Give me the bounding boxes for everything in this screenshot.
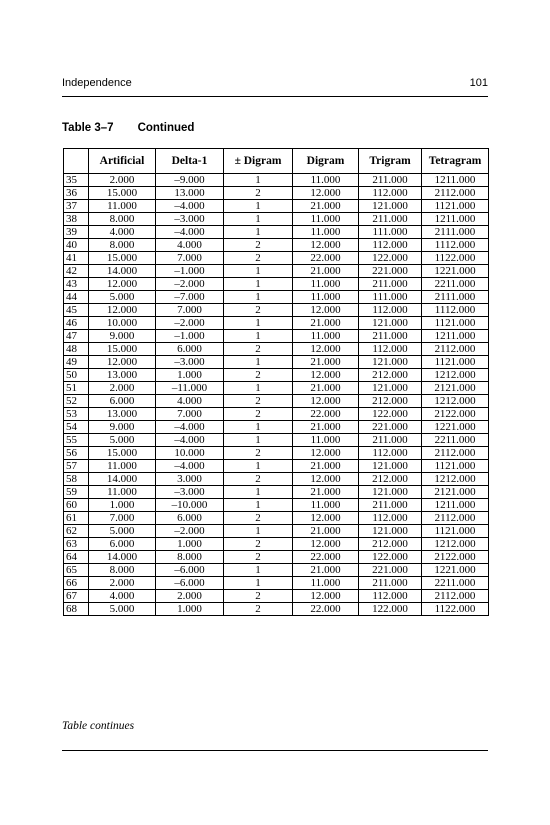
table-label: Table 3–7 xyxy=(62,122,114,134)
pm-digram-cell: 2 xyxy=(224,343,293,356)
digram-cell: 12.000 xyxy=(293,369,359,382)
tetragram-cell: 2111.000 xyxy=(422,226,489,239)
delta-1-cell: –4.000 xyxy=(156,200,224,213)
digram-cell: 12.000 xyxy=(293,239,359,252)
artificial-cell: 2.000 xyxy=(89,382,156,395)
delta-1-cell: 4.000 xyxy=(156,239,224,252)
row-index: 67 xyxy=(64,590,89,603)
delta-1-cell: –3.000 xyxy=(156,486,224,499)
table-row xyxy=(64,330,489,343)
artificial-cell: 4.000 xyxy=(89,226,156,239)
digram-cell: 11.000 xyxy=(293,577,359,590)
digram-cell: 21.000 xyxy=(293,525,359,538)
row-index: 57 xyxy=(64,460,89,473)
tetragram-cell: 2121.000 xyxy=(422,486,489,499)
row-index: 38 xyxy=(64,213,89,226)
table-row xyxy=(64,369,489,382)
artificial-cell: 2.000 xyxy=(89,174,156,187)
trigram-cell: 112.000 xyxy=(359,590,422,603)
artificial-cell: 14.000 xyxy=(89,551,156,564)
row-index: 43 xyxy=(64,278,89,291)
artificial-cell: 6.000 xyxy=(89,538,156,551)
digram-cell: 21.000 xyxy=(293,317,359,330)
delta-1-cell: –4.000 xyxy=(156,460,224,473)
pm-digram-cell: 2 xyxy=(224,239,293,252)
trigram-cell: 122.000 xyxy=(359,551,422,564)
tetragram-cell: 1211.000 xyxy=(422,499,489,512)
trigram-cell: 112.000 xyxy=(359,512,422,525)
delta-1-cell: 6.000 xyxy=(156,512,224,525)
column-header-index xyxy=(64,149,89,174)
trigram-cell: 121.000 xyxy=(359,200,422,213)
pm-digram-cell: 2 xyxy=(224,551,293,564)
delta-1-cell: 1.000 xyxy=(156,369,224,382)
tetragram-cell: 1212.000 xyxy=(422,473,489,486)
digram-cell: 21.000 xyxy=(293,200,359,213)
row-index: 35 xyxy=(64,174,89,187)
pm-digram-cell: 1 xyxy=(224,213,293,226)
pm-digram-cell: 1 xyxy=(224,226,293,239)
row-index: 41 xyxy=(64,252,89,265)
trigram-cell: 212.000 xyxy=(359,395,422,408)
tetragram-cell: 2211.000 xyxy=(422,577,489,590)
tetragram-cell: 2112.000 xyxy=(422,512,489,525)
tetragram-cell: 1121.000 xyxy=(422,525,489,538)
trigram-cell: 111.000 xyxy=(359,291,422,304)
digram-cell: 12.000 xyxy=(293,447,359,460)
tetragram-cell: 1121.000 xyxy=(422,317,489,330)
row-index: 65 xyxy=(64,564,89,577)
digram-cell: 22.000 xyxy=(293,252,359,265)
table-row xyxy=(64,317,489,330)
artificial-cell: 10.000 xyxy=(89,317,156,330)
delta-1-cell: 6.000 xyxy=(156,343,224,356)
table-row xyxy=(64,239,489,252)
delta-1-cell: –2.000 xyxy=(156,317,224,330)
table-row xyxy=(64,187,489,200)
pm-digram-cell: 1 xyxy=(224,265,293,278)
artificial-cell: 8.000 xyxy=(89,239,156,252)
row-index: 42 xyxy=(64,265,89,278)
row-index: 54 xyxy=(64,421,89,434)
column-header-artificial: Artificial xyxy=(89,149,156,174)
table-row xyxy=(64,356,489,369)
row-index: 66 xyxy=(64,577,89,590)
pm-digram-cell: 1 xyxy=(224,317,293,330)
pm-digram-cell: 2 xyxy=(224,369,293,382)
tetragram-cell: 2112.000 xyxy=(422,343,489,356)
table-row xyxy=(64,473,489,486)
tetragram-cell: 2112.000 xyxy=(422,187,489,200)
trigram-cell: 212.000 xyxy=(359,538,422,551)
trigram-cell: 221.000 xyxy=(359,564,422,577)
trigram-cell: 121.000 xyxy=(359,356,422,369)
trigram-cell: 122.000 xyxy=(359,252,422,265)
pm-digram-cell: 1 xyxy=(224,564,293,577)
tetragram-cell: 1221.000 xyxy=(422,564,489,577)
delta-1-cell: 13.000 xyxy=(156,187,224,200)
table-row xyxy=(64,538,489,551)
digram-cell: 22.000 xyxy=(293,408,359,421)
column-header-delta-1: Delta-1 xyxy=(156,149,224,174)
delta-1-cell: –4.000 xyxy=(156,226,224,239)
artificial-cell: 12.000 xyxy=(89,278,156,291)
tetragram-cell: 2112.000 xyxy=(422,447,489,460)
trigram-cell: 112.000 xyxy=(359,187,422,200)
table-row xyxy=(64,525,489,538)
artificial-cell: 2.000 xyxy=(89,577,156,590)
table-row xyxy=(64,200,489,213)
row-index: 56 xyxy=(64,447,89,460)
tetragram-cell: 1122.000 xyxy=(422,252,489,265)
table-caption xyxy=(62,122,194,134)
pm-digram-cell: 1 xyxy=(224,174,293,187)
pm-digram-cell: 2 xyxy=(224,252,293,265)
digram-cell: 21.000 xyxy=(293,265,359,278)
table-caption-text: Continued xyxy=(137,122,195,134)
trigram-cell: 211.000 xyxy=(359,330,422,343)
tetragram-cell: 2112.000 xyxy=(422,590,489,603)
row-index: 58 xyxy=(64,473,89,486)
digram-cell: 11.000 xyxy=(293,213,359,226)
delta-1-cell: 7.000 xyxy=(156,304,224,317)
tetragram-cell: 1221.000 xyxy=(422,265,489,278)
row-index: 37 xyxy=(64,200,89,213)
delta-1-cell: –9.000 xyxy=(156,174,224,187)
row-index: 40 xyxy=(64,239,89,252)
digram-cell: 12.000 xyxy=(293,590,359,603)
tetragram-cell: 1122.000 xyxy=(422,603,489,616)
trigram-cell: 211.000 xyxy=(359,278,422,291)
table-body xyxy=(64,174,489,616)
column-header-tetragram: Tetragram xyxy=(422,149,489,174)
artificial-cell: 11.000 xyxy=(89,460,156,473)
delta-1-cell: 7.000 xyxy=(156,408,224,421)
digram-cell: 11.000 xyxy=(293,278,359,291)
pm-digram-cell: 2 xyxy=(224,603,293,616)
table-row xyxy=(64,213,489,226)
pm-digram-cell: 1 xyxy=(224,486,293,499)
tetragram-cell: 1112.000 xyxy=(422,304,489,317)
tetragram-cell: 1211.000 xyxy=(422,174,489,187)
digram-cell: 12.000 xyxy=(293,512,359,525)
digram-cell: 21.000 xyxy=(293,382,359,395)
row-index: 36 xyxy=(64,187,89,200)
table-row xyxy=(64,551,489,564)
column-header-pm-digram: ± Digram xyxy=(224,149,293,174)
pm-digram-cell: 2 xyxy=(224,304,293,317)
row-index: 68 xyxy=(64,603,89,616)
trigram-cell: 111.000 xyxy=(359,226,422,239)
delta-1-cell: 3.000 xyxy=(156,473,224,486)
digram-cell: 11.000 xyxy=(293,434,359,447)
running-header-title: Independence xyxy=(62,77,132,89)
digram-cell: 21.000 xyxy=(293,564,359,577)
column-header-trigram: Trigram xyxy=(359,149,422,174)
table-row xyxy=(64,226,489,239)
pm-digram-cell: 2 xyxy=(224,408,293,421)
delta-1-cell: –2.000 xyxy=(156,525,224,538)
delta-1-cell: –3.000 xyxy=(156,356,224,369)
table-row xyxy=(64,382,489,395)
trigram-cell: 112.000 xyxy=(359,447,422,460)
digram-cell: 22.000 xyxy=(293,551,359,564)
delta-1-cell: 10.000 xyxy=(156,447,224,460)
digram-cell: 12.000 xyxy=(293,304,359,317)
row-index: 59 xyxy=(64,486,89,499)
digram-cell: 21.000 xyxy=(293,421,359,434)
artificial-cell: 15.000 xyxy=(89,252,156,265)
row-index: 61 xyxy=(64,512,89,525)
table-header-row xyxy=(64,149,489,174)
tetragram-cell: 2122.000 xyxy=(422,551,489,564)
trigram-cell: 212.000 xyxy=(359,369,422,382)
table-footnote: Table continues xyxy=(62,720,135,732)
row-index: 49 xyxy=(64,356,89,369)
digram-cell: 11.000 xyxy=(293,291,359,304)
digram-cell: 21.000 xyxy=(293,356,359,369)
artificial-cell: 15.000 xyxy=(89,343,156,356)
row-index: 50 xyxy=(64,369,89,382)
table-row xyxy=(64,590,489,603)
table-row xyxy=(64,486,489,499)
artificial-cell: 15.000 xyxy=(89,187,156,200)
digram-cell: 11.000 xyxy=(293,174,359,187)
pm-digram-cell: 2 xyxy=(224,395,293,408)
delta-1-cell: –4.000 xyxy=(156,421,224,434)
table-row xyxy=(64,603,489,616)
artificial-cell: 5.000 xyxy=(89,434,156,447)
tetragram-cell: 1212.000 xyxy=(422,395,489,408)
digram-cell: 12.000 xyxy=(293,395,359,408)
artificial-cell: 9.000 xyxy=(89,421,156,434)
artificial-cell: 1.000 xyxy=(89,499,156,512)
digram-cell: 21.000 xyxy=(293,460,359,473)
pm-digram-cell: 1 xyxy=(224,525,293,538)
artificial-cell: 11.000 xyxy=(89,200,156,213)
trigram-cell: 112.000 xyxy=(359,304,422,317)
artificial-cell: 9.000 xyxy=(89,330,156,343)
trigram-cell: 121.000 xyxy=(359,317,422,330)
artificial-cell: 12.000 xyxy=(89,356,156,369)
table-row xyxy=(64,512,489,525)
delta-1-cell: 8.000 xyxy=(156,551,224,564)
row-index: 45 xyxy=(64,304,89,317)
trigram-cell: 212.000 xyxy=(359,473,422,486)
delta-1-cell: –6.000 xyxy=(156,564,224,577)
artificial-cell: 14.000 xyxy=(89,265,156,278)
trigram-cell: 211.000 xyxy=(359,577,422,590)
delta-1-cell: –4.000 xyxy=(156,434,224,447)
pm-digram-cell: 2 xyxy=(224,447,293,460)
row-index: 52 xyxy=(64,395,89,408)
tetragram-cell: 2122.000 xyxy=(422,408,489,421)
pm-digram-cell: 1 xyxy=(224,460,293,473)
trigram-cell: 211.000 xyxy=(359,174,422,187)
pm-digram-cell: 1 xyxy=(224,278,293,291)
artificial-cell: 12.000 xyxy=(89,304,156,317)
artificial-cell: 8.000 xyxy=(89,213,156,226)
trigram-cell: 211.000 xyxy=(359,434,422,447)
pm-digram-cell: 2 xyxy=(224,590,293,603)
pm-digram-cell: 1 xyxy=(224,577,293,590)
trigram-cell: 122.000 xyxy=(359,408,422,421)
row-index: 39 xyxy=(64,226,89,239)
pm-digram-cell: 2 xyxy=(224,512,293,525)
trigram-cell: 121.000 xyxy=(359,525,422,538)
table-row xyxy=(64,577,489,590)
digram-cell: 22.000 xyxy=(293,603,359,616)
delta-1-cell: –2.000 xyxy=(156,278,224,291)
digram-cell: 11.000 xyxy=(293,330,359,343)
pm-digram-cell: 1 xyxy=(224,330,293,343)
delta-1-cell: 4.000 xyxy=(156,395,224,408)
pm-digram-cell: 1 xyxy=(224,200,293,213)
row-index: 60 xyxy=(64,499,89,512)
pm-digram-cell: 2 xyxy=(224,473,293,486)
artificial-cell: 13.000 xyxy=(89,369,156,382)
delta-1-cell: 1.000 xyxy=(156,538,224,551)
data-table xyxy=(63,148,489,616)
artificial-cell: 5.000 xyxy=(89,525,156,538)
trigram-cell: 122.000 xyxy=(359,603,422,616)
digram-cell: 12.000 xyxy=(293,187,359,200)
digram-cell: 11.000 xyxy=(293,499,359,512)
delta-1-cell: 7.000 xyxy=(156,252,224,265)
table-row xyxy=(64,291,489,304)
pm-digram-cell: 1 xyxy=(224,434,293,447)
table-row xyxy=(64,174,489,187)
artificial-cell: 14.000 xyxy=(89,473,156,486)
table-row xyxy=(64,447,489,460)
table-row xyxy=(64,304,489,317)
pm-digram-cell: 1 xyxy=(224,356,293,369)
table-row xyxy=(64,408,489,421)
row-index: 51 xyxy=(64,382,89,395)
tetragram-cell: 1121.000 xyxy=(422,460,489,473)
digram-cell: 12.000 xyxy=(293,343,359,356)
tetragram-cell: 1212.000 xyxy=(422,369,489,382)
pm-digram-cell: 1 xyxy=(224,382,293,395)
table-row xyxy=(64,421,489,434)
tetragram-cell: 2211.000 xyxy=(422,278,489,291)
trigram-cell: 121.000 xyxy=(359,382,422,395)
delta-1-cell: –1.000 xyxy=(156,265,224,278)
pm-digram-cell: 2 xyxy=(224,187,293,200)
row-index: 62 xyxy=(64,525,89,538)
header-rule xyxy=(62,96,488,97)
trigram-cell: 121.000 xyxy=(359,486,422,499)
row-index: 47 xyxy=(64,330,89,343)
page-number: 101 xyxy=(469,77,488,89)
trigram-cell: 211.000 xyxy=(359,213,422,226)
delta-1-cell: –1.000 xyxy=(156,330,224,343)
delta-1-cell: –7.000 xyxy=(156,291,224,304)
artificial-cell: 5.000 xyxy=(89,603,156,616)
pm-digram-cell: 2 xyxy=(224,538,293,551)
delta-1-cell: –11.000 xyxy=(156,382,224,395)
tetragram-cell: 1121.000 xyxy=(422,200,489,213)
tetragram-cell: 1112.000 xyxy=(422,239,489,252)
tetragram-cell: 1211.000 xyxy=(422,213,489,226)
table-row xyxy=(64,343,489,356)
artificial-cell: 7.000 xyxy=(89,512,156,525)
row-index: 63 xyxy=(64,538,89,551)
tetragram-cell: 2121.000 xyxy=(422,382,489,395)
row-index: 55 xyxy=(64,434,89,447)
artificial-cell: 11.000 xyxy=(89,486,156,499)
tetragram-cell: 1121.000 xyxy=(422,356,489,369)
digram-cell: 12.000 xyxy=(293,538,359,551)
tetragram-cell: 1212.000 xyxy=(422,538,489,551)
row-index: 44 xyxy=(64,291,89,304)
table-row xyxy=(64,278,489,291)
tetragram-cell: 2111.000 xyxy=(422,291,489,304)
digram-cell: 21.000 xyxy=(293,486,359,499)
delta-1-cell: –10.000 xyxy=(156,499,224,512)
column-header-digram: Digram xyxy=(293,149,359,174)
pm-digram-cell: 1 xyxy=(224,421,293,434)
trigram-cell: 112.000 xyxy=(359,343,422,356)
table-row xyxy=(64,564,489,577)
pm-digram-cell: 1 xyxy=(224,499,293,512)
trigram-cell: 221.000 xyxy=(359,421,422,434)
delta-1-cell: 1.000 xyxy=(156,603,224,616)
artificial-cell: 4.000 xyxy=(89,590,156,603)
tetragram-cell: 1211.000 xyxy=(422,330,489,343)
artificial-cell: 15.000 xyxy=(89,447,156,460)
delta-1-cell: –3.000 xyxy=(156,213,224,226)
row-index: 64 xyxy=(64,551,89,564)
artificial-cell: 8.000 xyxy=(89,564,156,577)
table-row xyxy=(64,395,489,408)
delta-1-cell: –6.000 xyxy=(156,577,224,590)
trigram-cell: 121.000 xyxy=(359,460,422,473)
trigram-cell: 211.000 xyxy=(359,499,422,512)
table-row xyxy=(64,265,489,278)
footer-rule xyxy=(62,750,488,751)
delta-1-cell: 2.000 xyxy=(156,590,224,603)
artificial-cell: 6.000 xyxy=(89,395,156,408)
artificial-cell: 5.000 xyxy=(89,291,156,304)
trigram-cell: 221.000 xyxy=(359,265,422,278)
row-index: 53 xyxy=(64,408,89,421)
table-row xyxy=(64,252,489,265)
tetragram-cell: 1221.000 xyxy=(422,421,489,434)
trigram-cell: 112.000 xyxy=(359,239,422,252)
digram-cell: 12.000 xyxy=(293,473,359,486)
row-index: 46 xyxy=(64,317,89,330)
table-row xyxy=(64,434,489,447)
artificial-cell: 13.000 xyxy=(89,408,156,421)
table-row xyxy=(64,460,489,473)
table-row xyxy=(64,499,489,512)
digram-cell: 11.000 xyxy=(293,226,359,239)
tetragram-cell: 2211.000 xyxy=(422,434,489,447)
row-index: 48 xyxy=(64,343,89,356)
pm-digram-cell: 1 xyxy=(224,291,293,304)
